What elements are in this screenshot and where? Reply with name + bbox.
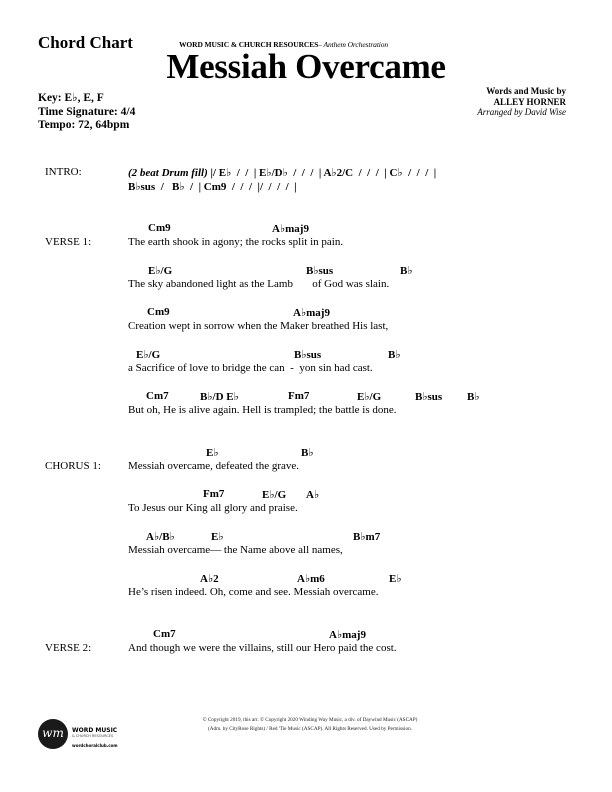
words-music-label: Words and Music by [486,86,566,96]
chord: Fm7 [203,488,225,500]
lyric-line: Messiah overcame, defeated the grave. [128,460,300,472]
chord: Cm7 [153,628,176,640]
chord: Fm7 [288,390,310,402]
song-meta [38,92,135,133]
chord: B♭m7 [353,531,381,543]
credits [477,86,566,118]
chord: A♭/B♭ [146,531,175,543]
chord: A♭ [306,489,320,501]
chord: B♭sus [294,349,322,361]
chord: A♭2 [200,573,219,585]
composer-name: ALLEY HORNER [493,96,566,107]
lyric-line: But oh, He is alive again. Hell is trampled; the battle is done. [128,404,397,416]
song-title: Messiah Overcame [166,47,446,86]
word-music-logo-icon [38,719,68,749]
chord: B♭/D E♭ [200,391,239,403]
chord: B♭sus [415,391,443,403]
chord: B♭ [301,447,314,459]
intro-line-2: B♭sus / B♭ / | Cm9 / / / |/ / / / | [128,181,297,193]
lyric-line: Creation wept in sorrow when the Maker breathed His last, [128,320,389,332]
chord: B♭sus [306,265,334,277]
copyright-line-2: (Adm. by CityRose Rights) / Red 'Tie Music (ASCAP). All Rights Reserved. Used by Permission. [208,726,412,732]
logo-mark: wm [42,726,64,740]
chord: A♭maj9 [329,629,366,641]
chord: A♭maj9 [293,307,330,319]
publisher-name: WORD MUSIC & CHURCH RESOURCES [179,40,319,49]
chart-type-label: Chord Chart [38,33,133,52]
intro-fill: (2 beat Drum fill) [128,167,208,179]
brand-url: wordchoralclub.com [72,743,118,748]
lyric-line: He’s risen indeed. Oh, come and see. Messiah overcame. [128,586,379,598]
chord: B♭ [388,349,401,361]
chord: A♭maj9 [272,223,309,235]
brand-name: WORD MUSIC [72,727,118,734]
section-label-intro: INTRO: [45,166,82,178]
tempo-info: Tempo: 72, 64bpm [38,119,130,131]
series-name: – Anthem Orchestration [318,40,389,49]
chord: E♭/G [262,489,287,501]
intro-line-1 [128,166,436,179]
chord: A♭m6 [297,573,325,585]
section-label-verse-1: VERSE 1: [45,236,92,248]
lyric-line: The sky abandoned light as the Lamb of God was slain. [128,278,390,290]
chord: Cm7 [146,390,169,402]
chord: B♭ [467,391,480,403]
chord: B♭ [400,265,413,277]
chord: E♭ [206,447,219,459]
chord: E♭/G [148,265,173,277]
section-label-verse-2: VERSE 2: [45,642,92,654]
chord: E♭/G [136,349,161,361]
chord: E♭/G [357,391,382,403]
copyright-notice [160,716,460,734]
section-label-chorus-1: CHORUS 1: [45,460,101,472]
lyric-line: Messiah overcame— the Name above all names, [128,544,343,556]
chord: E♭ [389,573,402,585]
lyric-line: To Jesus our King all glory and praise. [128,502,298,514]
intro-chords-1: |/ E♭ / / | E♭/D♭ / / / | A♭2/C / / / | C♭ / / / | [210,167,437,179]
brand-subtitle: & CHURCH RESOURCES [72,734,114,738]
lyric-line: The earth shook in agony; the rocks split in pain. [128,236,344,248]
lyric-line: And though we were the villains, still our Hero paid the cost. [128,642,397,654]
lyric-line: a Sacrifice of love to bridge the can - yon sin had cast. [128,362,373,374]
time-signature-info: Time Signature: 4/4 [38,105,136,118]
chord: Cm9 [147,306,170,318]
arranger-name: Arranged by David Wise [477,107,566,117]
chord: Cm9 [148,222,171,234]
chord: E♭ [211,531,224,543]
copyright-line-1: © Copyright 2019, this arr. © Copyright 2020 Winding Way Music, a div. of Daywind Music (ASCAP) [202,717,418,723]
key-info: Key: E♭, E, F [38,92,104,104]
